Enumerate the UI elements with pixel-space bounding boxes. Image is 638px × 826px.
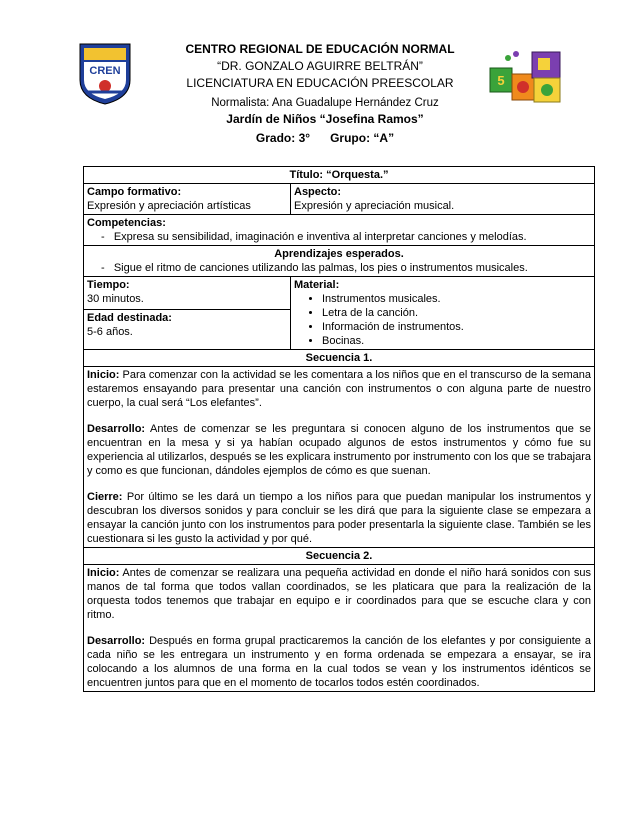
desarrollo-text: Después en forma grupal practicaremos la canción de los elefantes y por consiguiente a cada niño se les entregara un instrumento y en forma ordenada se empezara a ensayar, se ira colocando a los alumnos de una forma en la cual todos se vean y los instrumentos idénticos se encuentren juntos para que en el momento de tocarlos todos estén coordinados.: [87, 635, 592, 689]
competencias-text: Expresa su sensibilidad, imaginación e inventiva al interpretar canciones y melodías.: [113, 231, 527, 243]
desarrollo-label: Desarrollo:: [87, 423, 146, 435]
edad-value: 5-6 años.: [87, 326, 133, 338]
cren-logo-text: CREN: [89, 65, 121, 77]
secuencia2-body: [84, 565, 595, 692]
aspecto-label: Aspecto:: [294, 186, 342, 198]
aprendizajes-item: - Sigue el ritmo de canciones utilizando las palmas, los pies o instrumentos musicales.: [101, 262, 528, 274]
tiempo-value: 30 minutos.: [87, 293, 144, 305]
inicio-text: Antes de comenzar se realizara una pequeña actividad en donde el niño hará sonidos con sus manos de tal forma que todos vallan coordinados, se les platicara que para la realización de la orquesta todos tenemos que trabajar en equipo e ir coordinados para que se escuche clara y con ritmo.: [87, 567, 591, 621]
degree-program: LICENCIATURA EN EDUCACIÓN PREESCOLAR: [186, 76, 454, 90]
competencias-cell: [84, 215, 595, 246]
secuencia1-title: Secuencia 1.: [84, 350, 595, 367]
inicio-label: Inicio:: [87, 567, 120, 579]
cierre-label: Cierre:: [87, 491, 123, 503]
competencias-label: Competencias:: [87, 217, 166, 229]
desarrollo-text: Antes de comenzar se les preguntara si conocen alguno de los instrumentos que se encuentran en la mesa y si ya habían ocupado algunos de estos instrumentos y cómo fue su experiencia al utilizarlos, después se les explicara instrumento por instrumento con los que se trabajara y como es que funcionan, dándoles ejemplos de cómo es que suenan.: [87, 423, 591, 477]
institution-subtitle: “DR. GONZALO AGUIRRE BELTRÁN”: [217, 59, 423, 73]
aprendizajes-label: Aprendizajes esperados.: [274, 248, 404, 260]
material-item: • Instrumentos musicales.: [322, 292, 591, 306]
inicio-label: Inicio:: [87, 369, 120, 381]
aspecto-cell: [291, 184, 595, 215]
aprendizajes-text: Sigue el ritmo de canciones utilizando las palmas, los pies o instrumentos musicales.: [113, 262, 528, 274]
edad-block: [84, 310, 290, 340]
material-cell: [291, 277, 595, 350]
grade-label: Grado: 3°: [255, 131, 311, 145]
campo-formativo-label: Campo formativo:: [87, 186, 182, 198]
secuencia1-desarrollo: [87, 422, 591, 478]
institution-name: CENTRO REGIONAL DE EDUCACIÓN NORMAL: [185, 42, 455, 56]
inicio-text: Para comenzar con la actividad se les comentara a los niños que en el transcurso de la semana estaremos ensayando para presentar una canción con instrumentos o con alguna parte de nuestro cuerpo, la cual será “Los elefantes”.: [87, 369, 591, 409]
edad-label: Edad destinada:: [87, 312, 172, 324]
secuencia1-cierre: [87, 490, 591, 546]
secuencia1-inicio: [87, 368, 591, 410]
secuencia1-body: [84, 367, 595, 548]
aspecto-value: Expresión y apreciación musical.: [294, 200, 455, 212]
campo-formativo-cell: [84, 184, 291, 215]
competencias-item: - Expresa su sensibilidad, imaginación e inventiva al interpretar canciones y melodías.: [101, 231, 527, 243]
cren-logo: [76, 40, 134, 106]
campo-formativo-value: Expresión y apreciación artísticas: [87, 200, 251, 212]
tiempo-edad-cell: [84, 277, 291, 350]
group-label: Grupo: “A”: [330, 131, 395, 145]
material-item: • Letra de la canción.: [322, 306, 591, 320]
material-list: [294, 292, 591, 348]
material-item: • Información de instrumentos.: [322, 320, 591, 334]
secuencia2-title: Secuencia 2.: [84, 548, 595, 565]
kindergarten-name: Jardín de Niños “Josefina Ramos”: [226, 112, 424, 126]
svg-text:5: 5: [497, 73, 505, 88]
material-item: • Bocinas.: [322, 334, 591, 348]
lesson-plan-table: [83, 166, 595, 692]
secuencia2-desarrollo: [87, 634, 591, 690]
student-name: Normalista: Ana Guadalupe Hernández Cruz: [211, 97, 439, 109]
material-label: Material:: [294, 279, 340, 291]
aprendizajes-cell: [84, 246, 595, 277]
cierre-text: Por último se les dará un tiempo a los niños para que puedan manipular los instrumentos y descubran los diversos sonidos y para concluir se les dirá que para la siguiente clase se empezara a ensayar la canción junto con los instrumentos para poder presentarla la siguiente clase. También se les cuestionara si les gusto la actividad y por qué.: [87, 491, 591, 545]
secuencia2-inicio: [87, 566, 591, 622]
tiempo-block: [84, 277, 290, 310]
desarrollo-label: Desarrollo:: [87, 635, 146, 647]
grade-group: [185, 131, 465, 146]
tiempo-label: Tiempo:: [87, 279, 130, 291]
lesson-title: Título: “Orquesta.”: [84, 167, 595, 184]
